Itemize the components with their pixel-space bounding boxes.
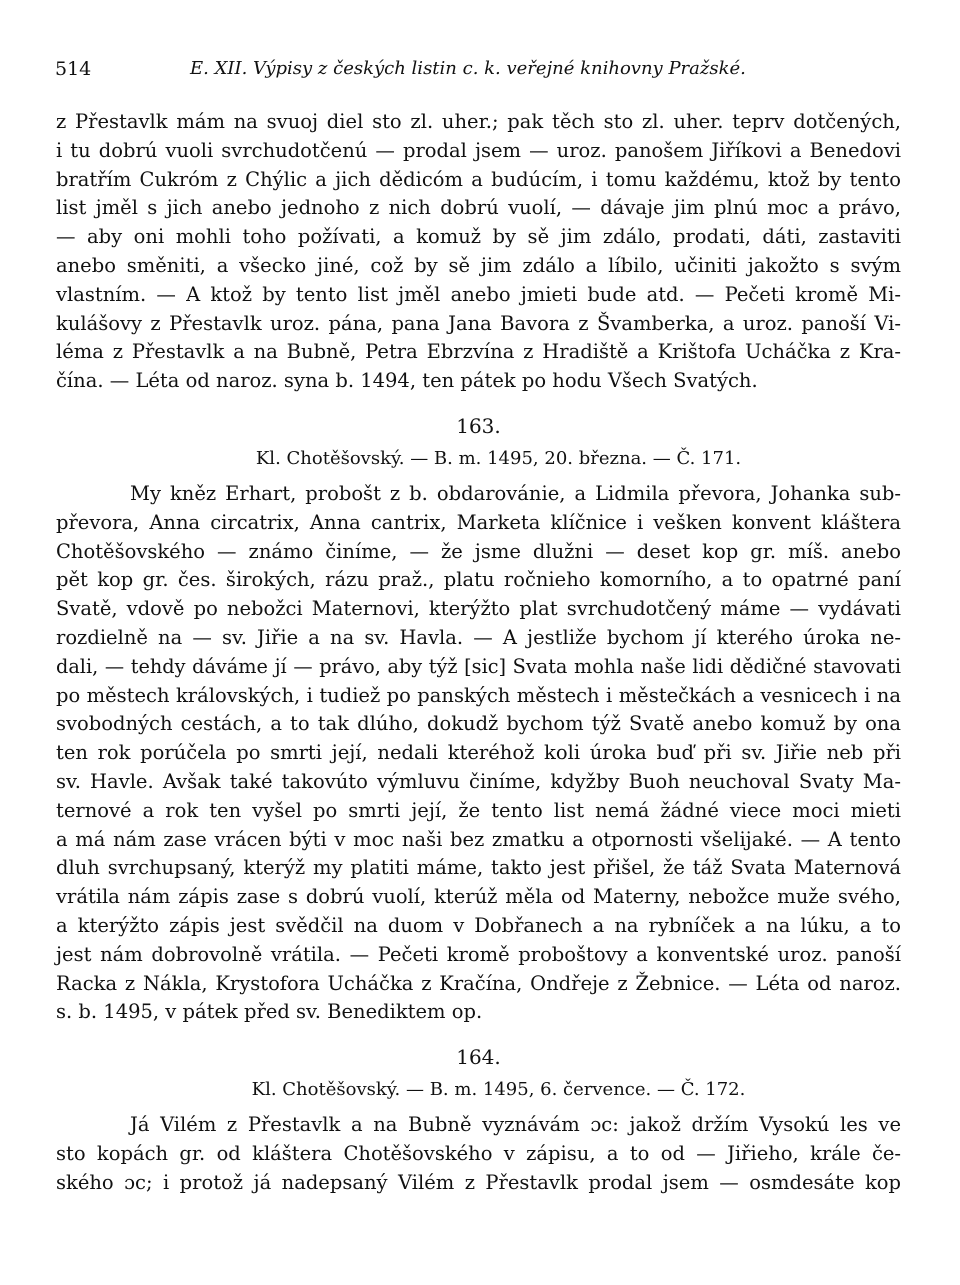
text-line: po městech královských, i tudiež po panských městech i městečkách a vesnicech i na [56,683,901,707]
text-line: ten rok porúčela po smrti její, nedali kteréhož koli úroka buď při sv. Jiřie neb při [56,741,901,765]
text-line: kulášovy z Přestavlk uroz. pána, pana Jana Bavora z Švamberka, a uroz. panoší Vi- [56,311,901,335]
text-line: dali, — tehdy dáváme jí — právo, aby týž [sic] Svata mohla naše lidi dědičné stavovati [56,654,901,678]
text-line: vrátila nám zápis zase s dobrú vuolí, kterúž měla od Materny, nebožce muže svého, [56,885,901,909]
text-line: pět kop gr. čes. širokých, rázu praž., platu ročnieho komorního, a to opatrné paní [56,568,901,592]
document-source: Kl. Chotěšovský. — B. m. 1495, 6. července. — Č. 172. [251,1079,746,1101]
text-line: a kterýžto zápis jest svědčil na duom v Dobřanech a na rybníček a na lúku, a to [56,913,901,937]
text-line: rozdielně na — sv. Jiřie a na sv. Havla. — A jestliže bychom jí kterého úroka ne- [56,625,901,649]
page-number: 514 [55,58,92,80]
text-line: My kněz Erhart, probošt z b. obdarovánie, a Lidmila převora, Johanka sub- [130,481,901,505]
continuation-paragraph [56,108,901,396]
text-line: i tu dobrú vuoli svrchudotčenú — prodal jsem — uroz. panošem Jiříkovi a Benedovi [56,138,901,162]
text-line: ského ɔc; i protož já nadepsaný Vilém z Přestavlk prodal jsem — osmdesáte kop [56,1170,901,1194]
text-line: sv. Havle. Avšak také takovúto výmluvu činíme, kdyžby Buoh neuchoval Svaty Ma- [56,769,901,793]
text-line: léma z Přestavlk a na Bubně, Petra Ebrzvína z Hradiště a Krištofa Ucháčka z Kra- [56,340,901,364]
document-text [56,1111,901,1197]
text-line: list jměl s jich anebo jednoho z nich dobrú vuolí, — dávaje jim plnú moc a právo, [56,196,901,220]
page-header [55,58,905,82]
document-163 [56,412,901,1027]
text-line: Svatě, vdově po nebožci Maternovi, kterýžto plat svrchudotčený máme — vydávati [56,597,901,621]
text-line: s. b. 1495, v pátek před sv. Benediktem op. [56,1000,483,1024]
text-line: — aby oni mohli toho požívati, a komuž by sě jim zdálo, prodati, dáti, zastaviti [56,225,901,249]
text-line: bratřím Cukróm z Chýlic a jich dědicóm a budúcím, i tomu každému, ktož by tento [56,167,901,191]
text-line: dluh svrchupsaný, kterýž my platiti máme, takto jest přišel, že táž Svata Maternová [56,856,901,880]
text-line: sto kopách gr. od kláštera Chotěšovského v zápisu, a to od — Jiřieho, krále če- [56,1141,901,1165]
document-source: Kl. Chotěšovský. — B. m. 1495, 20. března. — Č. 171. [255,447,742,469]
text-line: ternové a rok ten vyšel po smrti její, že tento list nemá žádné viece moci mieti [56,798,901,822]
document-text [56,480,901,1027]
text-line: jest nám dobrovolně vrátila. — Pečeti kromě proboštovy a konventské uroz. panoší [56,942,901,966]
body-text [56,108,901,1198]
document-number: 163. [456,413,501,438]
text-line: Já Vilém z Přestavlk a na Bubně vyznávám ɔc: jakož držím Vysokú les ve [130,1113,901,1137]
text-line: Chotěšovského — známo činíme, — že jsme dlužni — deset kop gr. míš. anebo [56,539,901,563]
text-line: Racka z Nákla, Krystofora Ucháčka z Kračína, Ondřeje z Žebnice. — Léta od naroz. [56,971,901,995]
document-number: 164. [456,1045,501,1070]
document-164 [56,1043,901,1197]
text-line: vlastním. — A ktož by tento list jměl anebo jmieti bude atd. — Pečeti kromě Mi- [56,282,901,306]
text-line: a má nám zase vrácen býti v moc naši bez zmatku a otpornosti všelijaké. — A tento [56,827,901,851]
text-line: z Přestavlk mám na svuoj diel sto zl. uher.; pak těch sto zl. uher. teprv dotčených, [56,110,901,133]
text-line: anebo směniti, a všecko jiné, což by sě jim zdálo a líbilo, učiniti jakožto s svým [56,253,901,277]
text-line: čína. — Léta od naroz. syna b. 1494, ten pátek po hodu Všech Svatých. [56,369,758,393]
text-line: převora, Anna circatrix, Anna cantrix, Marketa klíčnice i vešken konvent kláštera [56,510,901,534]
text-line: svobodných cestách, a to tak dlúho, dokudž bychom týž Svatě anebo komuž by ona [56,712,901,736]
running-title: E. XII. Výpisy z českých listin c. k. veřejné knihovny Pražské. [190,58,746,79]
